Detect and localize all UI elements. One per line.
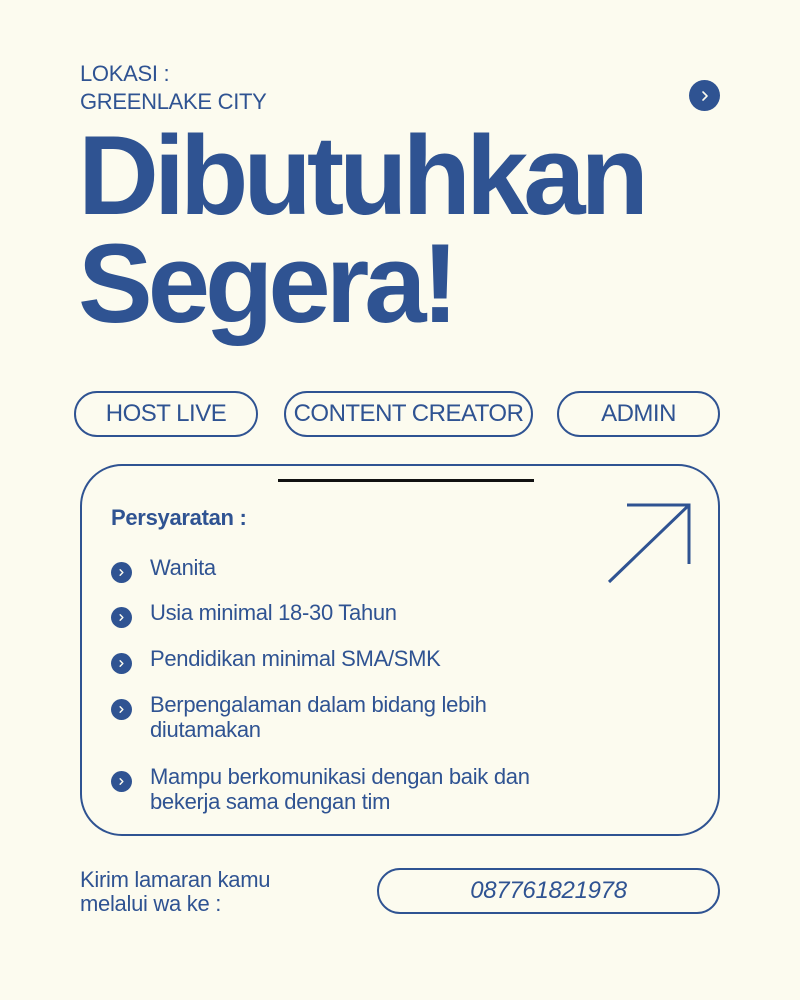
requirement-text: Berpengalaman dalam bidang lebih diutamakan <box>150 692 487 742</box>
arrow-up-right-icon <box>605 500 695 586</box>
card-divider <box>278 479 534 482</box>
position-tag-label: HOST LIVE <box>105 400 227 427</box>
requirement-text: Wanita <box>150 555 216 580</box>
requirements-title: Persyaratan : <box>111 505 247 530</box>
location-label: LOKASI : <box>80 61 170 86</box>
headline-line-1: Dibutuhkan <box>78 113 644 238</box>
location-block <box>80 60 267 116</box>
position-tag-host-live <box>74 391 258 437</box>
requirement-text: Pendidikan minimal SMA/SMK <box>150 646 441 671</box>
phone-number: 087761821978 <box>470 877 627 904</box>
position-tag-content-creator <box>284 391 533 437</box>
bullet-chevron-icon <box>111 562 132 583</box>
bullet-chevron-icon <box>111 699 132 720</box>
contact-instruction: Kirim lamaran kamu melalui wa ke : <box>80 867 271 916</box>
requirement-text: Mampu berkomunikasi dengan baik dan bekerja sama dengan tim <box>150 764 530 814</box>
next-button[interactable] <box>689 80 720 111</box>
position-tag-label: ADMIN <box>601 400 676 427</box>
headline <box>78 113 644 346</box>
chevron-right-icon <box>699 90 711 102</box>
phone-number-button[interactable] <box>377 868 720 914</box>
position-tag-admin <box>557 391 720 437</box>
bullet-chevron-icon <box>111 771 132 792</box>
headline-line-2: Segera! <box>78 221 454 346</box>
requirement-text: Usia minimal 18-30 Tahun <box>150 600 397 625</box>
location-value: GREENLAKE CITY <box>80 89 267 114</box>
bullet-chevron-icon <box>111 607 132 628</box>
position-tag-label: CONTENT CREATOR <box>293 400 524 427</box>
bullet-chevron-icon <box>111 653 132 674</box>
